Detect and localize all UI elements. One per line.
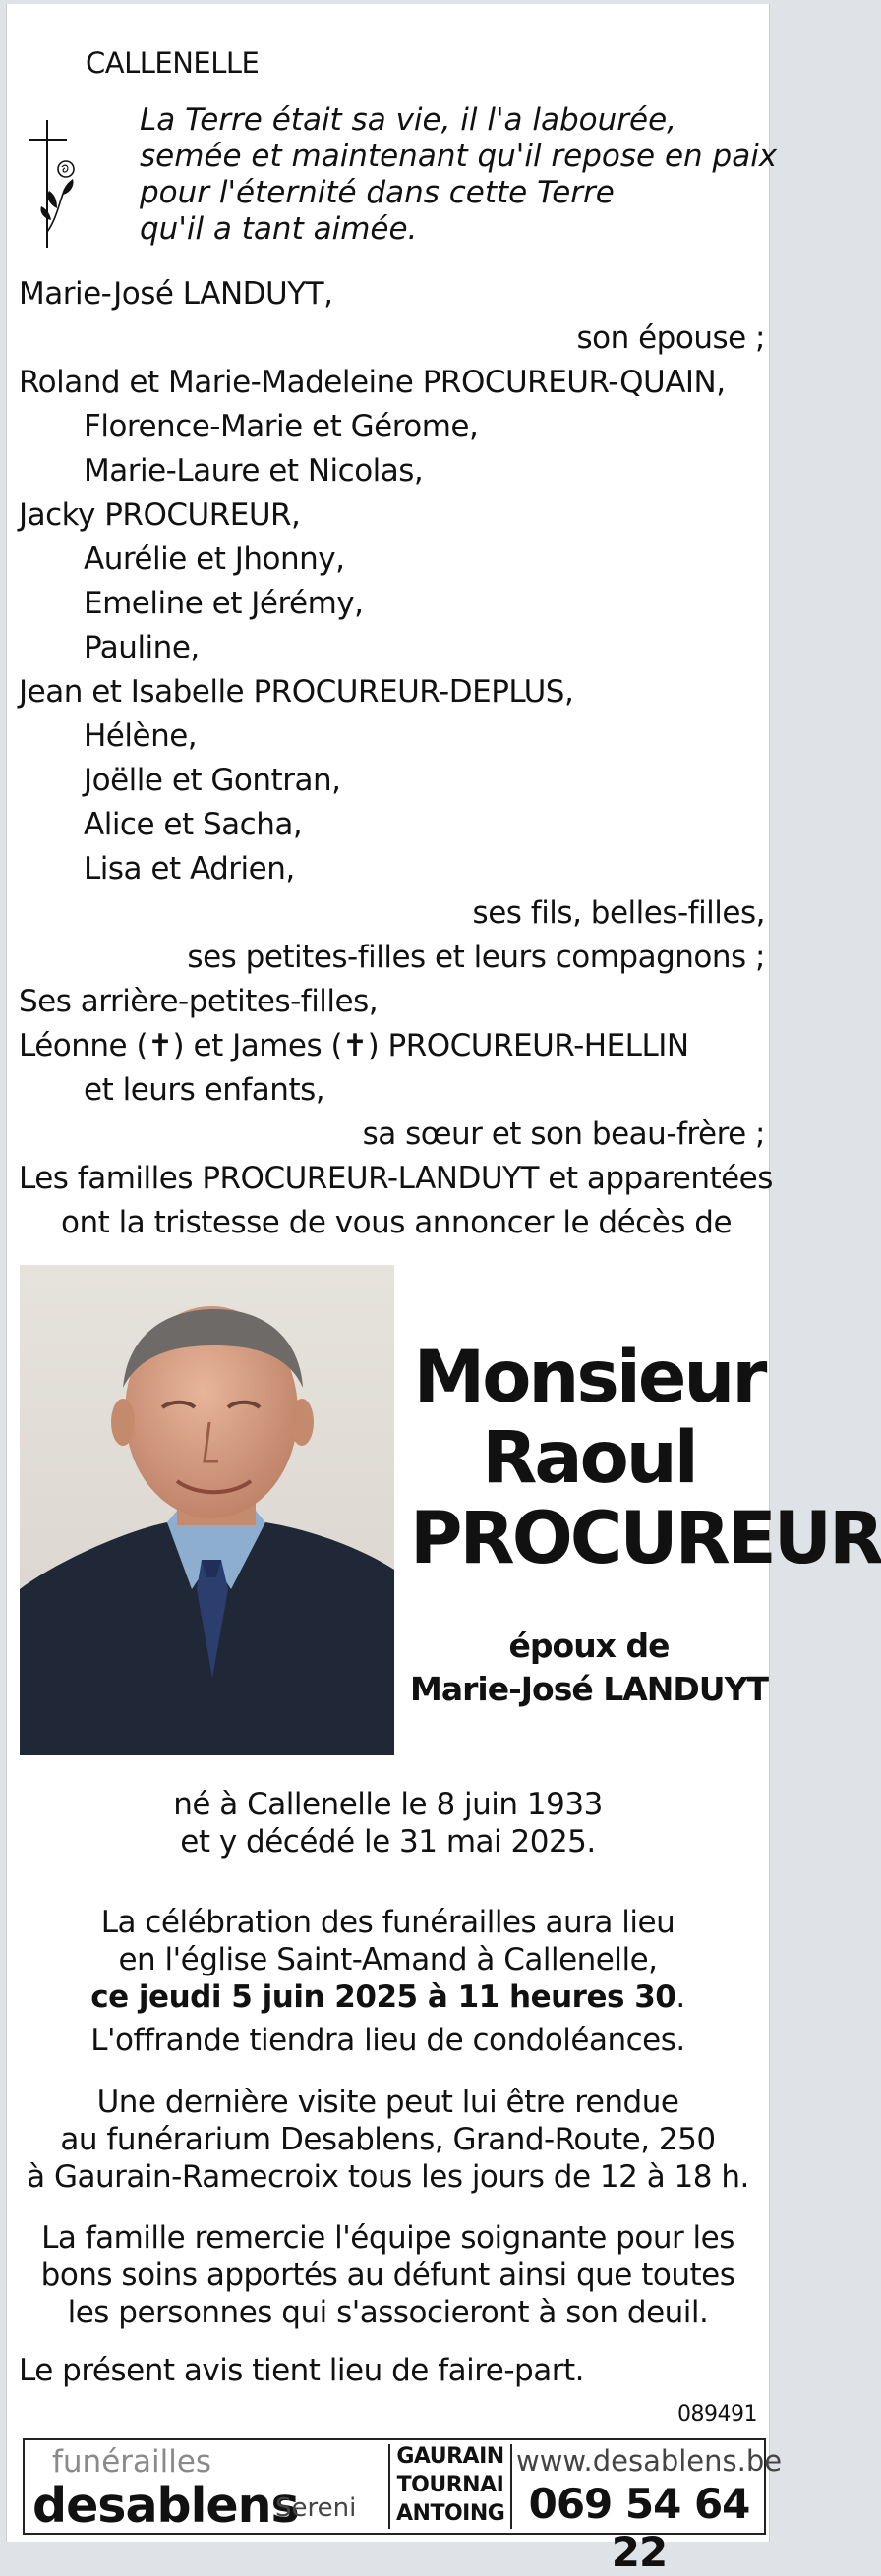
family-line: ses petites-filles et leurs compagnons ; [187, 940, 765, 975]
family-line: Marie-Laure et Nicolas, [84, 453, 424, 488]
website-link[interactable]: www.desablens.be [516, 2444, 783, 2478]
visit-line: à Gaurain-Ramecroix tous les jours de 12 à 18 h. [27, 2159, 749, 2195]
family-line: Florence-Marie et Gérome, [84, 409, 479, 444]
village-heading: CALLENELLE [86, 46, 260, 80]
family-line: Jean et Isabelle PROCUREUR-DEPLUS, [19, 674, 574, 710]
death-line: et y décédé le 31 mai 2025. [180, 1824, 596, 1860]
funeral-line: La célébration des funérailles aura lieu [100, 1905, 675, 1940]
family-line: Pauline, [84, 630, 200, 665]
deceased-last-name: PROCUREUR [410, 1497, 881, 1580]
town-label: GAURAIN [396, 2444, 504, 2469]
divider [388, 2444, 390, 2529]
thanks-line: La famille remercie l'équipe soignante pour les [41, 2220, 734, 2256]
deceased-title: Monsieur [413, 1336, 765, 1419]
deceased-portrait-photo [20, 1265, 394, 1755]
phone-number[interactable]: 069 54 64 22 [528, 2480, 750, 2576]
deceased-first-name: Raoul [482, 1416, 696, 1500]
funeral-date-bold: ce jeudi 5 juin 2025 à 11 heures 30 [90, 1979, 676, 2015]
thanks-line: bons soins apportés au défunt ainsi que toutes [40, 2258, 735, 2293]
family-line: son épouse ; [576, 320, 765, 356]
brand-top: funérailles [52, 2444, 212, 2480]
family-line: Lisa et Adrien, [84, 851, 295, 887]
family-line: ses fils, belles-filles, [472, 895, 765, 931]
family-line: et leurs enfants, [84, 1072, 325, 1108]
epigraph-line: pour l'éternité dans cette Terre [140, 175, 615, 210]
spouse-label: époux de [508, 1627, 670, 1665]
visit-line: Une dernière visite peut lui être rendue [96, 2085, 679, 2120]
town-label: ANTOING [396, 2501, 505, 2526]
family-line: Léonne (✝) et James (✝) PROCUREUR-HELLIN [19, 1028, 689, 1063]
cross-with-rose-icon [22, 112, 81, 255]
family-line: Jacky PROCUREUR, [19, 497, 301, 533]
offering-line: L'offrande tiendra lieu de condoléances. [90, 2023, 685, 2058]
funeral-date-end: . [675, 1979, 685, 2015]
brand-sub: Sereni [275, 2493, 357, 2523]
obituary-notice [6, 4, 881, 2576]
brand-name: desablens [32, 2478, 299, 2534]
funeral-datetime [7, 1977, 769, 2017]
family-line: Ses arrière-petites-filles, [19, 984, 379, 1019]
family-line: sa sœur et son beau-frère ; [362, 1116, 765, 1152]
spouse-name: Marie-José LANDUYT [410, 1670, 769, 1708]
notice-line: Le présent avis tient lieu de faire-part. [19, 2353, 584, 2388]
family-line: Roland et Marie-Madeleine PROCUREUR-QUAIN, [19, 365, 726, 400]
family-line: Joëlle et Gontran, [84, 763, 341, 798]
visit-line: au funérarium Desablens, Grand-Route, 250 [60, 2122, 716, 2157]
family-line: ont la tristesse de vous annoncer le décès de [61, 1205, 733, 1240]
epigraph [140, 102, 777, 248]
funeral-line: en l'église Saint-Amand à Callenelle, [118, 1942, 658, 1977]
epigraph-line: La Terre était sa vie, il l'a labourée, [140, 102, 677, 138]
reference-number: 089491 [677, 2402, 757, 2427]
family-line: Alice et Sacha, [84, 807, 303, 842]
thanks-line: les personnes qui s'associeront à son deuil. [67, 2295, 709, 2330]
divider [510, 2444, 512, 2529]
epigraph-line: qu'il a tant aimée. [140, 211, 418, 247]
town-label: TOURNAI [396, 2473, 504, 2497]
family-line: Marie-José LANDUYT, [19, 276, 333, 312]
family-line: Les familles PROCUREUR-LANDUYT et apparentées [19, 1161, 773, 1196]
family-line: Emeline et Jérémy, [84, 586, 364, 621]
family-line: Aurélie et Jhonny, [84, 542, 345, 577]
funeral-home-footer [23, 2438, 783, 2576]
family-line: Hélène, [84, 718, 198, 754]
epigraph-line: semée et maintenant qu'il repose en paix [140, 139, 778, 174]
birth-line: né à Callenelle le 8 juin 1933 [173, 1787, 603, 1822]
